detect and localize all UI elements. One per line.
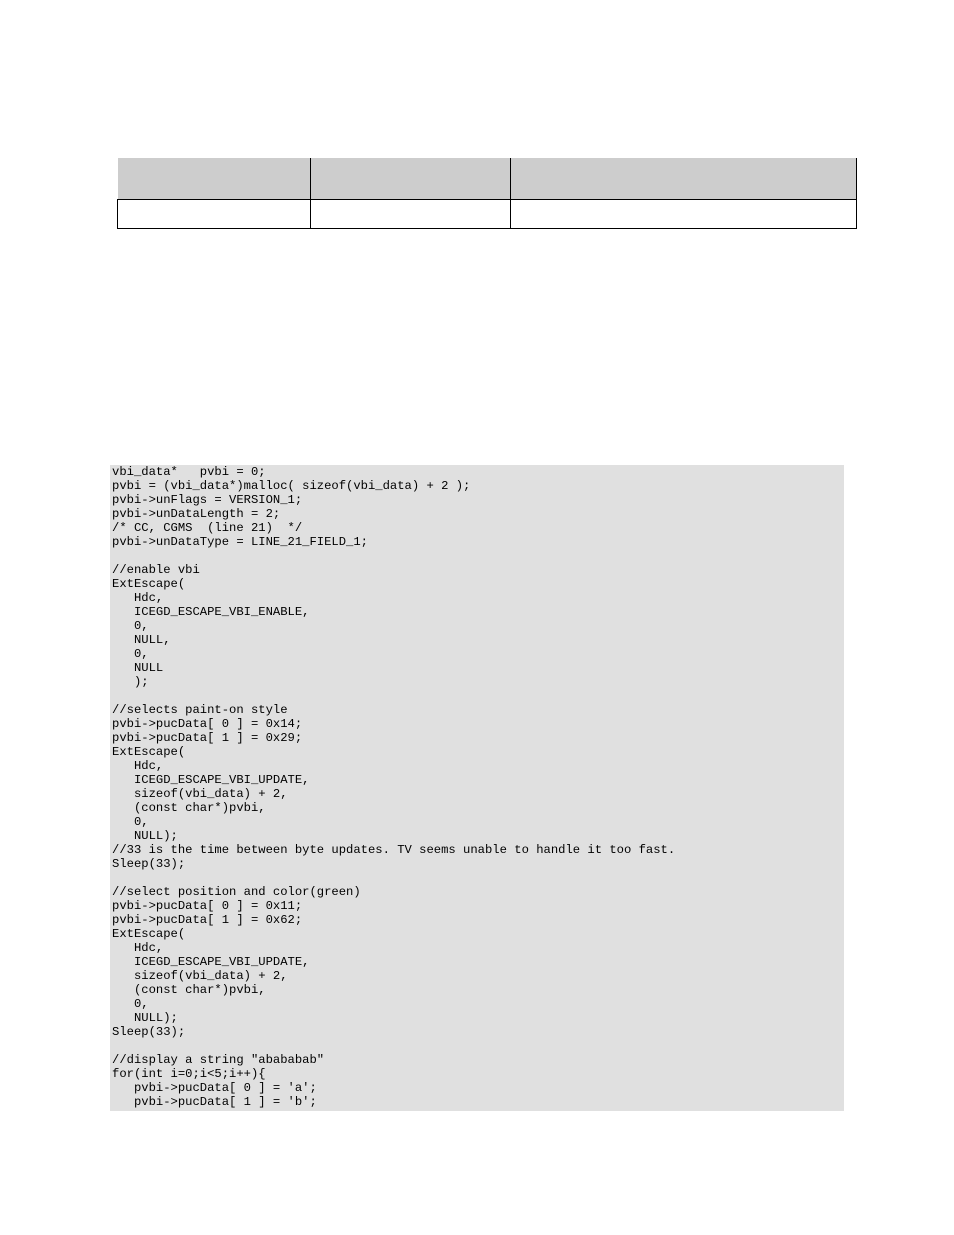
table-header-cell: [118, 158, 311, 199]
code-line: Hdc,: [112, 591, 164, 605]
code-line: //enable vbi: [112, 563, 200, 577]
code-line: Hdc,: [112, 759, 164, 773]
code-line: for(int i=0;i<5;i++){: [112, 1067, 266, 1081]
code-line: vbi_data* pvbi = 0;: [112, 465, 266, 479]
code-line: NULL: [112, 661, 164, 675]
code-line: /* CC, CGMS (line 21) */: [112, 521, 303, 535]
code-line: pvbi->unFlags = VERSION_1;: [112, 493, 303, 507]
code-line: 0,: [112, 619, 149, 633]
code-line: //selects paint-on style: [112, 703, 288, 717]
table-cell: [118, 199, 311, 228]
code-line: 0,: [112, 815, 149, 829]
code-listing: [110, 465, 844, 1111]
table-header-cell: [311, 158, 511, 199]
code-line: pvbi->pucData[ 1 ] = 0x29;: [112, 731, 303, 745]
code-line: pvbi->pucData[ 0 ] = 0x14;: [112, 717, 303, 731]
code-line: (const char*)pvbi,: [112, 801, 266, 815]
code-line: ExtEscape(: [112, 577, 186, 591]
code-line: NULL);: [112, 1011, 178, 1025]
table-header-cell: [511, 158, 857, 199]
code-line: pvbi->pucData[ 0 ] = 'a';: [112, 1081, 317, 1095]
code-line: //33 is the time between byte updates. TV seems unable to handle it too fast.: [112, 843, 676, 857]
code-line: pvbi->pucData[ 1 ] = 0x62;: [112, 913, 303, 927]
code-line: pvbi = (vbi_data*)malloc( sizeof(vbi_data) + 2 );: [112, 479, 471, 493]
code-text: [110, 465, 844, 1109]
table-header-row: [118, 158, 857, 199]
table-cell: [511, 199, 857, 228]
empty-table: [117, 158, 857, 229]
code-line: ICEGD_ESCAPE_VBI_UPDATE,: [112, 955, 310, 969]
code-line: 0,: [112, 647, 149, 661]
code-line: pvbi->unDataType = LINE_21_FIELD_1;: [112, 535, 368, 549]
code-line: Sleep(33);: [112, 857, 186, 871]
code-line: (const char*)pvbi,: [112, 983, 266, 997]
table-cell: [311, 199, 511, 228]
code-line: pvbi->unDataLength = 2;: [112, 507, 281, 521]
code-line: pvbi->pucData[ 0 ] = 0x11;: [112, 899, 303, 913]
code-line: sizeof(vbi_data) + 2,: [112, 787, 288, 801]
code-line: NULL,: [112, 633, 171, 647]
code-line: ICEGD_ESCAPE_VBI_UPDATE,: [112, 773, 310, 787]
column-divider: [510, 168, 511, 199]
code-line: 0,: [112, 997, 149, 1011]
code-line: pvbi->pucData[ 1 ] = 'b';: [112, 1095, 317, 1109]
code-line: //display a string "abababab": [112, 1053, 325, 1067]
code-line: );: [112, 675, 149, 689]
code-line: ExtEscape(: [112, 745, 186, 759]
table-row: [118, 199, 857, 228]
code-line: //select position and color(green): [112, 885, 361, 899]
code-line: sizeof(vbi_data) + 2,: [112, 969, 288, 983]
code-line: NULL);: [112, 829, 178, 843]
code-line: ICEGD_ESCAPE_VBI_ENABLE,: [112, 605, 310, 619]
code-line: ExtEscape(: [112, 927, 186, 941]
code-line: Sleep(33);: [112, 1025, 186, 1039]
column-divider: [856, 158, 857, 199]
code-line: Hdc,: [112, 941, 164, 955]
